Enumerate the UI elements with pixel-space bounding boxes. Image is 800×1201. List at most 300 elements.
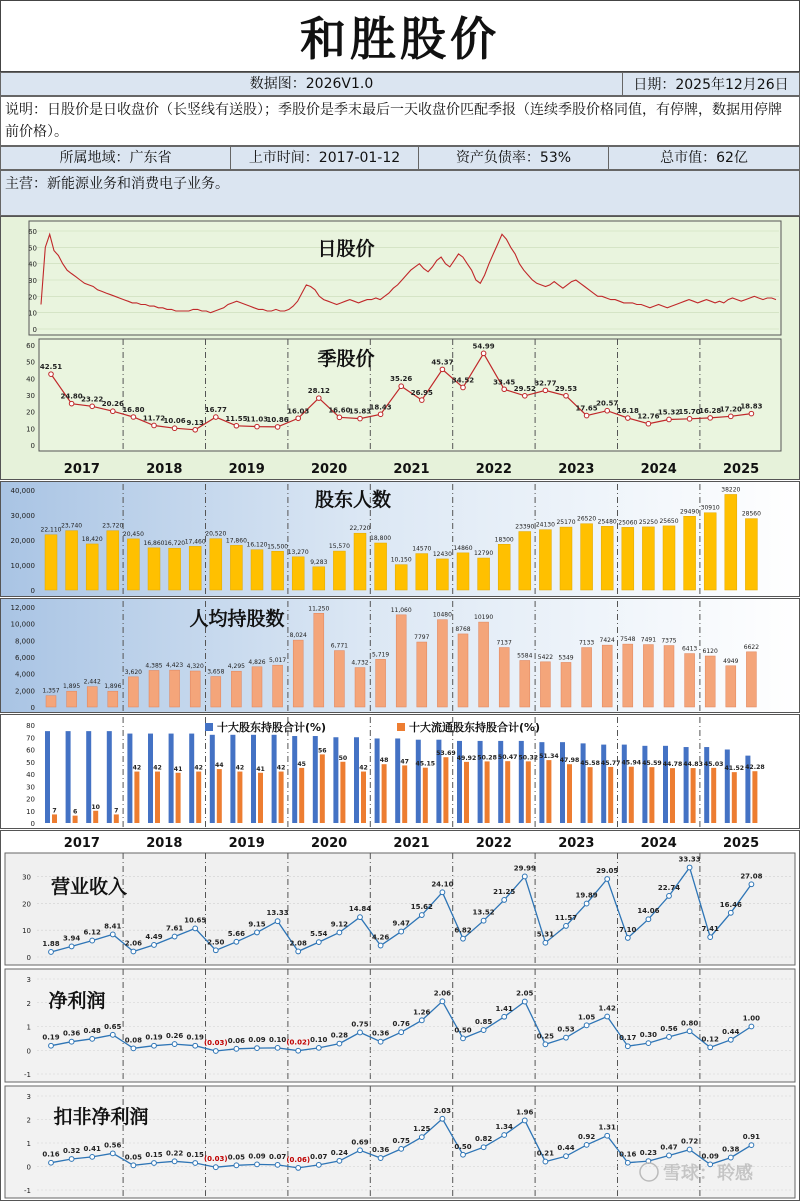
adjusted-net-profit-point [625, 1160, 630, 1165]
quarterly-price-label: 10.86 [266, 415, 289, 424]
top10-float-bar [567, 764, 572, 823]
shareholders-title: 股东人数 [314, 489, 392, 511]
revenue-label: 2.08 [289, 939, 307, 948]
top10-holders-bar [210, 735, 215, 823]
top10-holders-bar [560, 742, 565, 823]
price-panel [0, 216, 800, 480]
net-profit-point [522, 999, 527, 1004]
y-tick-label: 10 [28, 309, 37, 318]
quarterly-price-label: 15.83 [348, 407, 372, 416]
daily-chart-title: 日股价 [317, 238, 375, 260]
adjusted-net-profit-label: 0.47 [660, 1143, 678, 1152]
adjusted-net-profit-title: 扣非净利润 [53, 1106, 149, 1128]
quarterly-price-point [543, 388, 548, 393]
shareholder-bar [642, 527, 654, 590]
top10-float-bar [340, 762, 345, 823]
adjusted-net-profit-point [378, 1156, 383, 1161]
adjusted-net-profit-label: 0.44 [557, 1144, 575, 1153]
per-holder-bar [355, 668, 365, 707]
net-profit-point [275, 1045, 280, 1050]
region-label: 所属地域：广东省 [1, 147, 231, 169]
net-profit-point [337, 1041, 342, 1046]
adjusted-net-profit-label: 0.09 [248, 1152, 266, 1161]
top10-float-bar [155, 772, 160, 823]
adjusted-net-profit-label: 0.15 [145, 1150, 163, 1159]
quarterly-price-point [626, 416, 631, 421]
per-holder-bar-label: 7424 [599, 637, 615, 645]
per-holder-bar-label: 5584 [517, 652, 533, 660]
shareholders-chart-svg [1, 482, 799, 596]
shareholder-bar [375, 543, 387, 590]
net-profit-point [152, 1043, 157, 1048]
adjusted-net-profit-point [275, 1162, 280, 1167]
adjusted-net-profit-label: 0.07 [268, 1152, 287, 1161]
per-holder-bar [602, 645, 612, 707]
per-holder-bar [458, 634, 468, 707]
quarterly-price-point [605, 408, 610, 413]
shareholder-bar [436, 559, 448, 590]
net-profit-point [646, 1041, 651, 1046]
listing-date-label: 上市时间：2017-01-12 [231, 147, 419, 169]
revenue-label: 4.49 [145, 932, 163, 941]
top10-holders-bar [684, 747, 689, 823]
per-holder-bar [643, 645, 653, 707]
shareholder-bar [560, 527, 572, 590]
info-row [0, 146, 800, 170]
y-tick-label: 0 [26, 954, 31, 962]
top10-holders-bar [169, 734, 174, 823]
net-profit-label: 0.30 [639, 1031, 658, 1040]
adjusted-net-profit-point [316, 1162, 321, 1167]
revenue-point [584, 901, 589, 906]
revenue-point [749, 882, 754, 887]
per-holder-bar-label: 11,060 [390, 606, 412, 614]
per-holder-panel [0, 598, 800, 713]
top10-holders-bar [127, 734, 132, 823]
quarterly-price-label: 28.12 [307, 387, 330, 396]
quarterly-price-point [255, 424, 260, 429]
net-profit-label: 0.65 [104, 1022, 122, 1031]
shareholder-bar [725, 494, 737, 590]
top10-float-bar [299, 768, 304, 823]
quarterly-price-point [337, 415, 342, 420]
adjusted-net-profit-point [296, 1166, 301, 1171]
shareholder-bar [478, 558, 490, 590]
shareholder-bar [395, 565, 407, 590]
per-holder-bar-label: 6,771 [330, 642, 348, 650]
revenue-label: 4.26 [371, 933, 390, 942]
net-profit-label: 0.36 [62, 1029, 81, 1038]
top10-float-label: 51.34 [539, 753, 559, 761]
top10-holders-bar [230, 735, 235, 823]
revenue-label: 2.06 [124, 939, 143, 948]
quarterly-price-point [49, 372, 54, 377]
year-label: 2021 [393, 462, 430, 477]
top10-holders-bar [395, 738, 400, 823]
per-holder-bar-label: 3,620 [124, 668, 142, 676]
net-profit-label: 0.19 [42, 1033, 60, 1042]
y-tick-label: 20 [26, 408, 35, 417]
shareholder-bar-label: 22,110 [40, 526, 62, 534]
top10-holders-bar [107, 731, 112, 823]
net-profit-point [543, 1042, 548, 1047]
quarterly-price-label: 15.70 [678, 407, 701, 416]
y-tick-label: 10 [22, 927, 31, 936]
quarterly-price-point [172, 426, 177, 431]
revenue-label: 29.05 [596, 866, 619, 875]
y-tick-label: 0 [30, 820, 35, 828]
top10-float-bar [608, 767, 613, 823]
per-holder-bar [479, 622, 489, 707]
shareholder-bar [45, 535, 57, 590]
per-holder-bar [376, 659, 386, 707]
revenue-point [378, 943, 383, 948]
revenue-label: 6.82 [454, 926, 472, 935]
top10-float-label: 42 [359, 764, 368, 772]
page-title: 和胜股价 [0, 0, 800, 72]
top10-holders-bar [642, 746, 647, 823]
revenue-point [481, 918, 486, 923]
legend-label-float: 十大流通股东持股合计(%) [409, 721, 541, 734]
top10-float-label: 50.28 [477, 754, 497, 762]
revenue-point [358, 915, 363, 920]
revenue-point [152, 943, 157, 948]
y-tick-label: 2 [26, 999, 31, 1008]
per-holder-bar [705, 656, 715, 707]
net-profit-point [399, 1030, 404, 1035]
adjusted-net-profit-label: 0.22 [165, 1149, 184, 1158]
shareholder-bar [210, 539, 222, 590]
quarterly-price-point [358, 416, 363, 421]
revenue-label: 13.52 [472, 908, 495, 917]
net-profit-point [749, 1024, 754, 1029]
quarterly-price-label: 35.26 [390, 375, 413, 384]
adjusted-net-profit-point [172, 1159, 177, 1164]
shareholder-bar [272, 551, 284, 590]
quarterly-price-point [729, 414, 734, 419]
shareholder-bar [127, 539, 139, 590]
net-profit-point [358, 1030, 363, 1035]
top10-float-bar [732, 772, 737, 823]
net-profit-point [172, 1042, 177, 1047]
revenue-point [193, 926, 198, 931]
revenue-label: 14.06 [637, 907, 660, 916]
top10-float-label: 44 [214, 762, 224, 770]
top10-holders-bar [704, 747, 709, 823]
quarterly-price-point [687, 417, 692, 422]
shareholder-bar [66, 531, 78, 590]
shareholder-bar [313, 567, 325, 590]
net-profit-label: 1.00 [742, 1014, 761, 1023]
quarterly-price-label: 16.28 [699, 406, 722, 415]
revenue-point [419, 913, 424, 918]
adjusted-net-profit-point [213, 1165, 218, 1170]
quarterly-price-label: 34.52 [451, 376, 475, 385]
net-profit-point [90, 1036, 95, 1041]
adjusted-net-profit-label: 0.41 [83, 1144, 101, 1153]
net-profit-label: 2.05 [516, 989, 534, 998]
top10-float-bar [546, 760, 551, 823]
y-tick-label: 4,000 [14, 670, 35, 679]
quarterly-price-label: 20.26 [101, 400, 124, 409]
revenue-point [296, 949, 301, 954]
adjusted-net-profit-label: 0.38 [722, 1145, 740, 1154]
quarterly-price-point [440, 367, 445, 372]
revenue-label: 8.41 [104, 922, 122, 931]
top10-float-bar [52, 814, 57, 823]
shareholder-bar [539, 530, 551, 590]
revenue-label: 3.94 [62, 934, 81, 943]
adjusted-net-profit-label: 0.75 [392, 1136, 410, 1145]
net-profit-label: 0.76 [392, 1020, 410, 1029]
shareholder-bar-label: 18,420 [81, 535, 103, 543]
per-holder-bar-label: 5,017 [269, 657, 287, 665]
net-profit-label: 0.12 [701, 1035, 719, 1044]
top10-float-bar [752, 771, 757, 823]
top10-holders-bar [272, 735, 277, 823]
legend-label-holders: 十大股东持股合计(%) [217, 721, 327, 734]
shareholder-bar [663, 526, 675, 590]
adjusted-net-profit-point [584, 1142, 589, 1147]
adjusted-net-profit-point [605, 1133, 610, 1138]
net-profit-label: 0.48 [83, 1026, 101, 1035]
per-holder-bar [108, 691, 118, 707]
revenue-point [399, 929, 404, 934]
adjusted-net-profit-label: 0.24 [330, 1148, 349, 1157]
top10-holders-bar [189, 734, 194, 823]
quarterly-price-label: 16.60 [328, 406, 351, 415]
per-holder-bar-label: 5349 [558, 654, 574, 662]
y-tick-label: 0 [32, 326, 37, 334]
top10-float-bar [217, 769, 222, 823]
year-label: 2019 [228, 836, 265, 851]
quarterly-price-label: 11.03 [245, 415, 269, 424]
quarterly-price-point [502, 387, 507, 392]
y-tick-label: 12,000 [10, 604, 35, 612]
version-row [0, 72, 800, 96]
net-profit-point [564, 1035, 569, 1040]
shareholder-bar-label: 14570 [412, 545, 432, 553]
shareholder-bar-label: 25250 [638, 518, 658, 526]
y-tick-label: 40 [26, 375, 35, 384]
revenue-label: 16.46 [719, 900, 742, 909]
adjusted-net-profit-point [90, 1154, 95, 1159]
adjusted-net-profit-label: 0.07 [310, 1152, 328, 1161]
adjusted-net-profit-point [481, 1145, 486, 1150]
adjusted-net-profit-label: 0.36 [371, 1146, 390, 1155]
y-tick-label: 0 [26, 1163, 31, 1172]
net-profit-label: 0.36 [371, 1029, 390, 1038]
shareholder-bar [230, 545, 242, 590]
net-profit-label: (0.03) [203, 1038, 228, 1047]
top10-float-bar [237, 772, 242, 823]
revenue-label: 2.50 [207, 938, 225, 947]
quarterly-price-label: 10.06 [163, 417, 186, 426]
year-label: 2020 [311, 462, 348, 477]
net-profit-point [378, 1039, 383, 1044]
top10-holders-bar [622, 745, 627, 823]
revenue-point [687, 865, 692, 870]
financials-panel [0, 830, 800, 1201]
top10-holders-bar [457, 741, 462, 823]
y-tick-label: 0 [30, 442, 35, 450]
net-profit-label: (0.02) [286, 1038, 311, 1047]
top10-float-label: 50.47 [497, 754, 518, 762]
adjusted-net-profit-label: 0.16 [619, 1150, 637, 1159]
y-tick-label: 10 [26, 425, 35, 434]
year-label: 2018 [146, 836, 183, 851]
adjusted-net-profit-point [440, 1116, 445, 1121]
net-profit-point [213, 1049, 218, 1054]
y-tick-label: 40,000 [10, 487, 35, 495]
year-label: 2025 [723, 462, 760, 477]
per-holder-bar [231, 671, 241, 707]
y-tick-label: 0 [30, 704, 35, 712]
quarterly-price-point [193, 427, 198, 432]
y-tick-label: 50 [26, 358, 35, 367]
top10-float-bar [176, 773, 181, 823]
net-profit-point [110, 1032, 115, 1037]
y-tick-label: 60 [26, 342, 35, 350]
adjusted-net-profit-label: (0.06) [286, 1155, 311, 1164]
revenue-point [728, 910, 733, 915]
per-holder-bar-label: 3,658 [207, 668, 225, 676]
per-holder-bar [726, 666, 736, 707]
quarterly-price-label: 16.80 [122, 406, 145, 414]
per-holder-bar-label: 7548 [620, 636, 636, 644]
quarterly-price-point [667, 417, 672, 422]
quarterly-price-label: 33.45 [493, 378, 516, 387]
y-tick-label: 20 [22, 900, 31, 909]
per-holder-bar [520, 660, 530, 707]
top10-holders-bar [148, 734, 153, 823]
adjusted-net-profit-point [49, 1160, 54, 1165]
per-holder-bar-label: 10480 [432, 611, 452, 619]
revenue-label: 22.74 [657, 883, 681, 892]
y-tick-label: 8,000 [14, 637, 35, 646]
shareholder-bar [581, 524, 593, 590]
per-holder-bar-label: 8,024 [289, 632, 307, 640]
top10-holders-bar [581, 743, 586, 823]
top10-float-label: 47.98 [559, 757, 580, 765]
top10-float-label: 10 [91, 803, 101, 811]
per-holder-bar [623, 644, 633, 707]
shareholder-bar-label: 16,120 [246, 541, 268, 549]
shareholder-bar-label: 25650 [659, 517, 679, 525]
shareholder-bar-label: 12430 [432, 550, 452, 558]
per-holder-bar-label: 8768 [455, 625, 471, 633]
net-profit-point [461, 1036, 466, 1041]
shareholder-bar-label: 25060 [618, 519, 638, 527]
debt-ratio-label: 资产负债率：53% [419, 147, 609, 169]
quarterly-price-label: 32.77 [534, 379, 557, 388]
net-profit-point [49, 1043, 54, 1048]
top10-float-label: 45.77 [600, 759, 621, 767]
per-holder-bar-label: 4949 [723, 657, 739, 665]
y-tick-label: 20,000 [10, 537, 35, 545]
top10-float-label: 45.15 [415, 760, 436, 768]
description-note: 说明：日股价是日收盘价（长竖线有送股）；季股价是季末最后一天收盘价匹配季报（连续季股价格同值，有停牌，数据用停牌前价格）。 [0, 96, 800, 146]
net-profit-point [419, 1018, 424, 1023]
quarterly-price-point [234, 423, 239, 428]
quarterly-price-label: 16.18 [616, 407, 639, 416]
net-profit-point [255, 1046, 260, 1051]
revenue-title: 营业收入 [50, 876, 128, 898]
per-holder-bar-label: 7375 [661, 637, 677, 645]
revenue-point [337, 930, 342, 935]
per-holder-bar-label: 11,250 [308, 605, 330, 613]
quarterly-price-point [131, 415, 136, 420]
net-profit-point [728, 1037, 733, 1042]
top10-float-label: 42 [153, 764, 162, 772]
adjusted-net-profit-point [193, 1161, 198, 1166]
top10-float-bar [279, 772, 284, 823]
revenue-point [522, 874, 527, 879]
net-profit-label: 0.56 [660, 1024, 678, 1033]
per-holder-bar-label: 4,385 [145, 662, 163, 670]
quarterly-price-label: 12.76 [637, 412, 660, 421]
adjusted-net-profit-label: 0.92 [577, 1132, 596, 1141]
net-profit-title: 净利润 [48, 990, 106, 1012]
per-holder-bar-label: 4,320 [186, 663, 204, 670]
y-tick-label: 40 [26, 771, 35, 779]
adjusted-net-profit-label: 0.72 [680, 1137, 699, 1146]
net-profit-label: 0.85 [474, 1018, 493, 1027]
shareholder-bar-label: 28560 [741, 510, 761, 518]
adjusted-net-profit-point [667, 1153, 672, 1158]
revenue-label: 6.12 [83, 928, 101, 937]
top10-chart-svg [1, 715, 799, 828]
adjusted-net-profit-label: 1.25 [413, 1125, 431, 1134]
top10-float-bar [93, 811, 98, 823]
top10-float-label: 49.92 [456, 754, 477, 762]
net-profit-label: 0.17 [619, 1034, 637, 1043]
top10-float-bar [588, 767, 593, 823]
price-charts-svg [1, 217, 799, 479]
per-holder-title: 人均持股数 [189, 608, 285, 630]
y-tick-label: 30 [22, 873, 31, 882]
per-holder-bar [334, 651, 344, 707]
net-profit-point [584, 1023, 589, 1028]
y-tick-label: 1 [26, 1023, 31, 1032]
quarterly-price-label: 17.20 [719, 405, 742, 414]
year-label: 2023 [558, 462, 595, 477]
version-label: 数据图：2026V1.0 [1, 73, 623, 95]
shareholder-bar [354, 533, 366, 590]
year-label: 2021 [393, 836, 430, 851]
revenue-label: 9.15 [248, 920, 266, 929]
top10-float-bar [73, 816, 78, 823]
shareholder-bar [148, 548, 160, 590]
per-holder-bar [190, 671, 200, 707]
y-tick-label: 10 [26, 807, 35, 816]
year-label: 2020 [311, 836, 348, 851]
top10-float-label: 41 [256, 765, 265, 773]
adjusted-net-profit-label: 0.32 [62, 1146, 81, 1155]
top10-float-bar [320, 754, 325, 823]
shareholder-bar-label: 23,740 [61, 522, 83, 530]
shareholder-bar [704, 513, 716, 590]
quarterly-price-label: 11.55 [225, 414, 248, 423]
y-tick-label: 2,000 [14, 687, 35, 696]
quarterly-price-point [461, 385, 466, 390]
revenue-point [172, 934, 177, 939]
shareholder-bar-label: 15,570 [328, 543, 350, 551]
shareholder-bar [622, 527, 634, 590]
adjusted-net-profit-point [522, 1118, 527, 1123]
shareholder-bar [519, 532, 531, 590]
top10-float-label: 42 [132, 764, 142, 772]
